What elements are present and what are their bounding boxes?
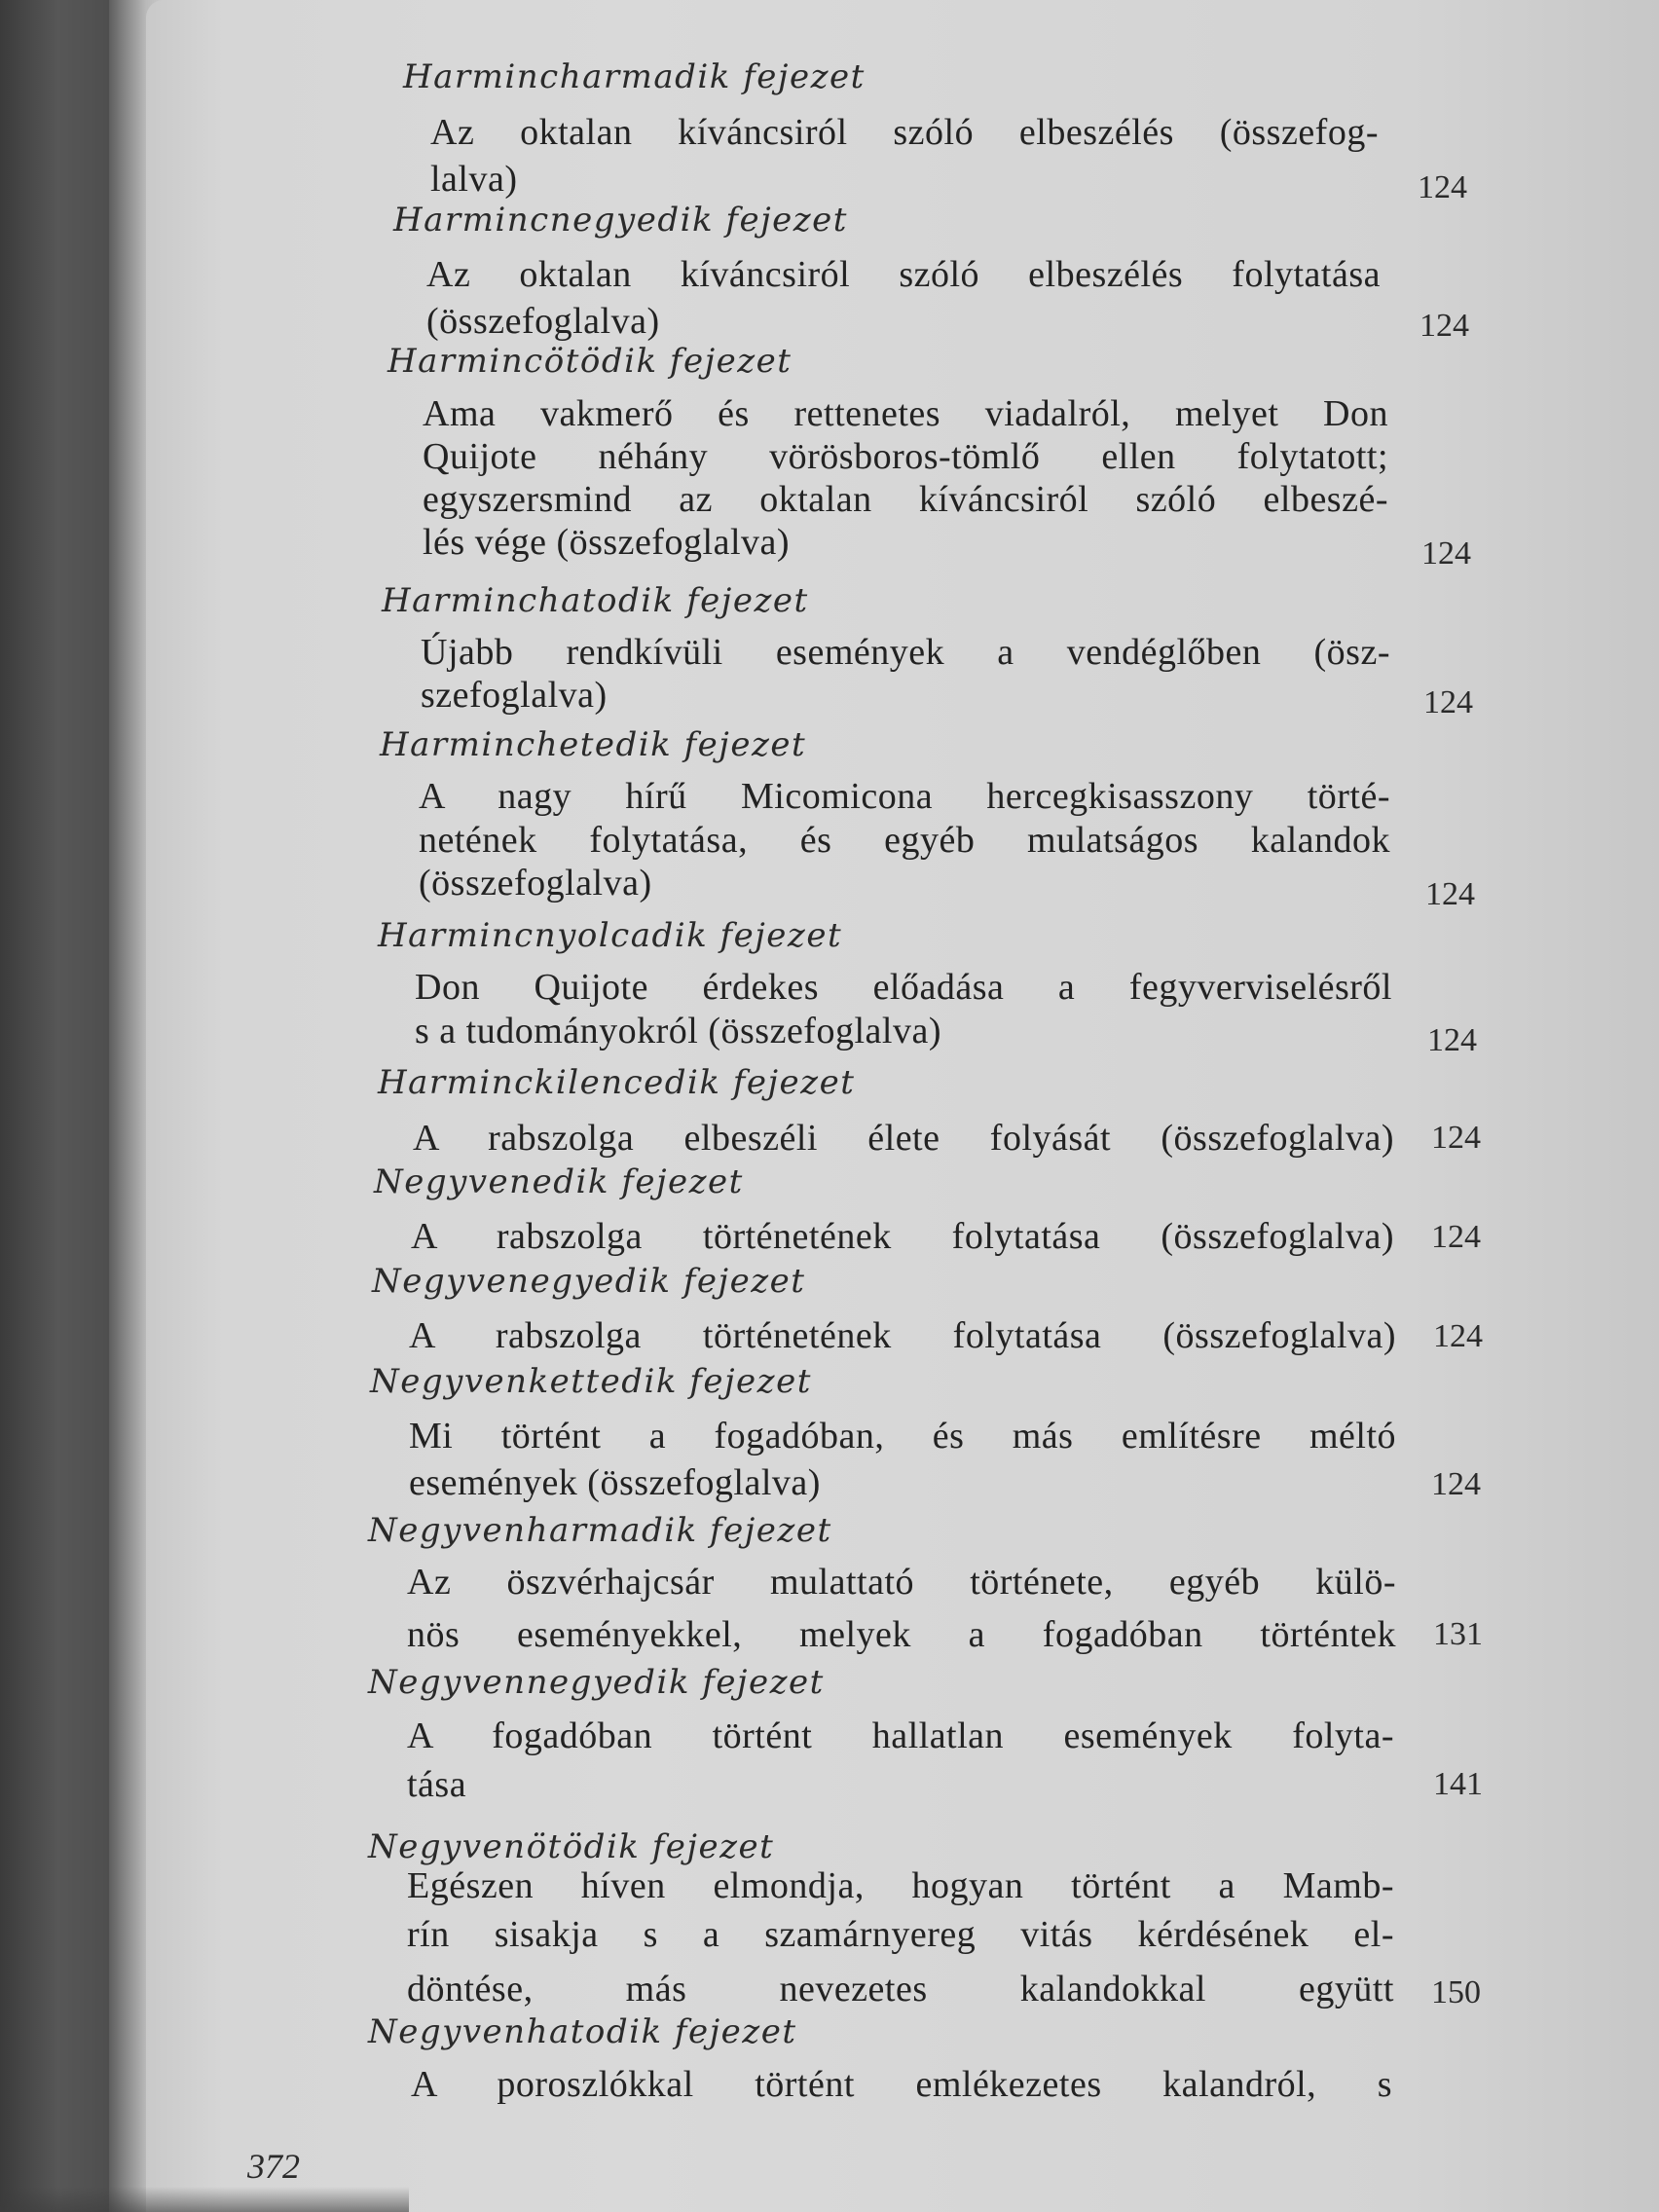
page-reference: 124	[1431, 1466, 1481, 1502]
bottom-shadow	[0, 2187, 409, 2212]
page-reference: 124	[1418, 169, 1467, 205]
page-reference: 124	[1431, 1120, 1481, 1156]
chapter-description-line: s a tudományokról (összefoglalva)	[415, 1011, 941, 1051]
chapter-description-line: A rabszolga történetének folytatása (összefoglalva)	[409, 1315, 1396, 1356]
chapter-description-line: lalva)	[430, 159, 518, 200]
chapter-heading: Harmincnegyedik fejezet	[393, 201, 848, 240]
chapter-description-line: lés vége (összefoglalva)	[423, 522, 791, 563]
chapter-description-line: nös eseményekkel, melyek a fogadóban történtek	[407, 1614, 1396, 1655]
page-reference: 124	[1421, 535, 1471, 571]
page-reference: 124	[1425, 876, 1475, 912]
chapter-heading: Harminchatodik fejezet	[382, 581, 809, 620]
chapter-description-line: tása	[407, 1764, 467, 1805]
chapter-description-line: netének folytatása, és egyéb mulatságos kalandok	[419, 820, 1390, 861]
chapter-description-line: Quijote néhány vörösboros-tömlő ellen folytatott;	[423, 436, 1388, 477]
chapter-heading: Negyvennegyedik fejezet	[368, 1663, 825, 1702]
chapter-description-line: Ama vakmerő és rettenetes viadalról, melyet Don	[423, 393, 1388, 434]
chapter-heading: Harminchetedik fejezet	[380, 725, 807, 764]
chapter-heading: Harmincnyolcadik fejezet	[378, 916, 843, 955]
chapter-description-line: Egészen híven elmondja, hogyan történt a Mamb-	[407, 1865, 1394, 1906]
chapter-heading: Harmincharmadik fejezet	[403, 57, 866, 96]
chapter-description-line: (összefoglalva)	[426, 301, 660, 342]
chapter-description-line: rín sisakja s a szamárnyereg vitás kérdésének el-	[407, 1914, 1394, 1955]
chapter-description-line: A fogadóban történt hallatlan események folyta-	[407, 1715, 1394, 1756]
chapter-description-line: döntése, más nevezetes kalandokkal együtt	[407, 1969, 1394, 2009]
page-reference: 124	[1419, 308, 1469, 344]
chapter-heading: Negyvenedik fejezet	[374, 1162, 744, 1201]
chapter-description-line: Újabb rendkívüli események a vendéglőben (ösz-	[421, 632, 1390, 673]
page-reference: 124	[1423, 684, 1473, 720]
page-reference: 124	[1431, 1219, 1481, 1255]
chapter-heading: Harminckilencedik fejezet	[378, 1063, 856, 1102]
chapter-heading: Harmincötödik fejezet	[387, 342, 793, 381]
chapter-description-line: Don Quijote érdekes előadása a fegyverviselésről	[415, 967, 1392, 1008]
chapter-heading: Negyvenhatodik fejezet	[368, 2012, 797, 2051]
page-reference: 150	[1431, 1974, 1481, 2010]
chapter-heading: Negyvenkettedik fejezet	[370, 1362, 812, 1401]
chapter-description-line: egyszersmind az oktalan kíváncsiról szóló elbeszé-	[423, 479, 1388, 520]
chapter-description-line: Mi történt a fogadóban, és más említésre méltó	[409, 1416, 1396, 1456]
chapter-description-line: (összefoglalva)	[419, 863, 652, 903]
chapter-description-line: Az oktalan kíváncsiról szóló elbeszélés folytatása	[426, 254, 1381, 295]
chapter-description-line: Az öszvérhajcsár mulattató története, egyéb külö-	[407, 1562, 1396, 1603]
page-reference: 124	[1433, 1318, 1483, 1354]
page-number: 372	[247, 2147, 300, 2186]
page-reference: 131	[1433, 1616, 1483, 1652]
chapter-description-line: A poroszlókkal történt emlékezetes kalandról, s	[411, 2064, 1392, 2105]
chapter-description-line: szefoglalva)	[421, 675, 608, 716]
page-reference: 141	[1433, 1766, 1483, 1802]
chapter-heading: Negyvenegyedik fejezet	[372, 1262, 806, 1301]
page-reference: 124	[1427, 1022, 1477, 1058]
chapter-description-line: A rabszolga történetének folytatása (összefoglalva)	[411, 1216, 1394, 1257]
chapter-description-line: A nagy hírű Micomicona hercegkisasszony törté-	[419, 776, 1390, 817]
chapter-description-line: A rabszolga elbeszéli élete folyását (összefoglalva)	[413, 1118, 1394, 1159]
chapter-heading: Negyvenharmadik fejezet	[368, 1511, 832, 1550]
chapter-heading: Negyvenötödik fejezet	[368, 1827, 775, 1866]
chapter-description-line: Az oktalan kíváncsiról szóló elbeszélés (összefog-	[430, 112, 1379, 153]
chapter-description-line: események (összefoglalva)	[409, 1462, 821, 1503]
